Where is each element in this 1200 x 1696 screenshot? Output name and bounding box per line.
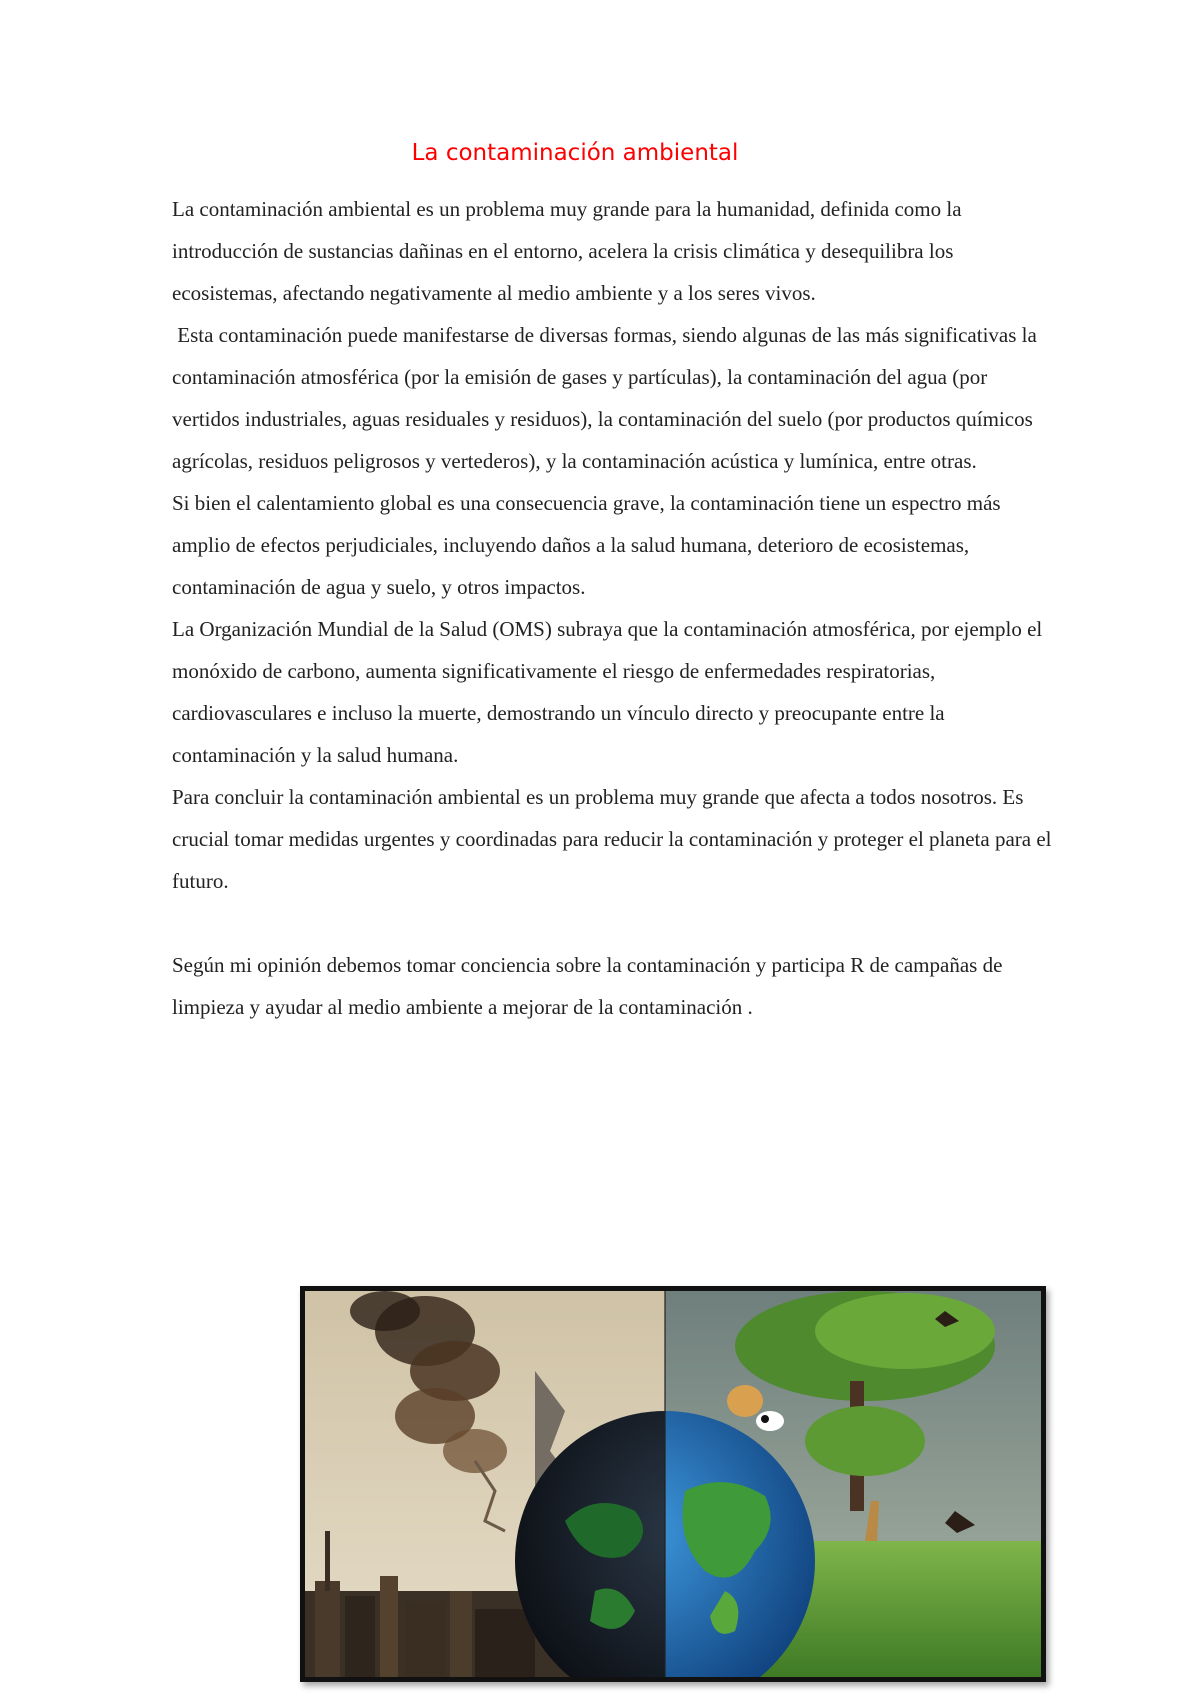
paragraph-conclusion: Para concluir la contaminación ambiental es un problema muy grande que afecta a todos nosotros. Es crucial tomar medidas urgentes y coordinadas para reducir la contaminación y proteger el planeta para el futuro.: [172, 785, 1052, 893]
document-body: [172, 188, 1052, 1028]
paragraph-gap: [172, 902, 1052, 944]
paragraph-forms: Esta contaminación puede manifestarse de diversas formas, siendo algunas de las más significativas la contaminación atmosférica (por la emisión de gases y partículas), la contaminación del agua (por vertidos industriales, aguas residuales y residuos), la contaminación del suelo (por productos químicos agrícolas, residuos peligrosos y vertederos), y la contaminación acústica y lumínica, entre otras.: [172, 323, 1043, 473]
pollution-earth-image: [300, 1286, 1046, 1682]
paragraph-opinion: Según mi opinión debemos tomar conciencia sobre la contaminación y participa R de campañas de limpieza y ayudar al medio ambiente a mejorar de la contaminación .: [172, 953, 1003, 1019]
paragraph-global-warming: Si bien el calentamiento global es una consecuencia grave, la contaminación tiene un espectro más amplio de efectos perjudiciales, incluyendo daños a la salud humana, deterioro de ecosistemas, contaminación de agua y suelo, y otros impactos.: [172, 491, 1001, 599]
paragraph-intro: La contaminación ambiental es un problema muy grande para la humanidad, definida como la introducción de sustancias dañinas en el entorno, acelera la crisis climática y desequilibra los ecosistemas, afectando negativamente al medio ambiente y a los seres vivos.: [172, 197, 962, 305]
polluted-vs-green-earth-illustration: [305, 1291, 1041, 1677]
paragraph-oms: La Organización Mundial de la Salud (OMS) subraya que la contaminación atmosférica, por ejemplo el monóxido de carbono, aumenta significativamente el riesgo de enfermedades respiratorias, cardiovasculares e incluso la muerte, demostrando un vínculo directo y preocupante entre la contaminación y la salud humana.: [172, 617, 1043, 767]
document-title: La contaminación ambiental: [411, 140, 739, 166]
